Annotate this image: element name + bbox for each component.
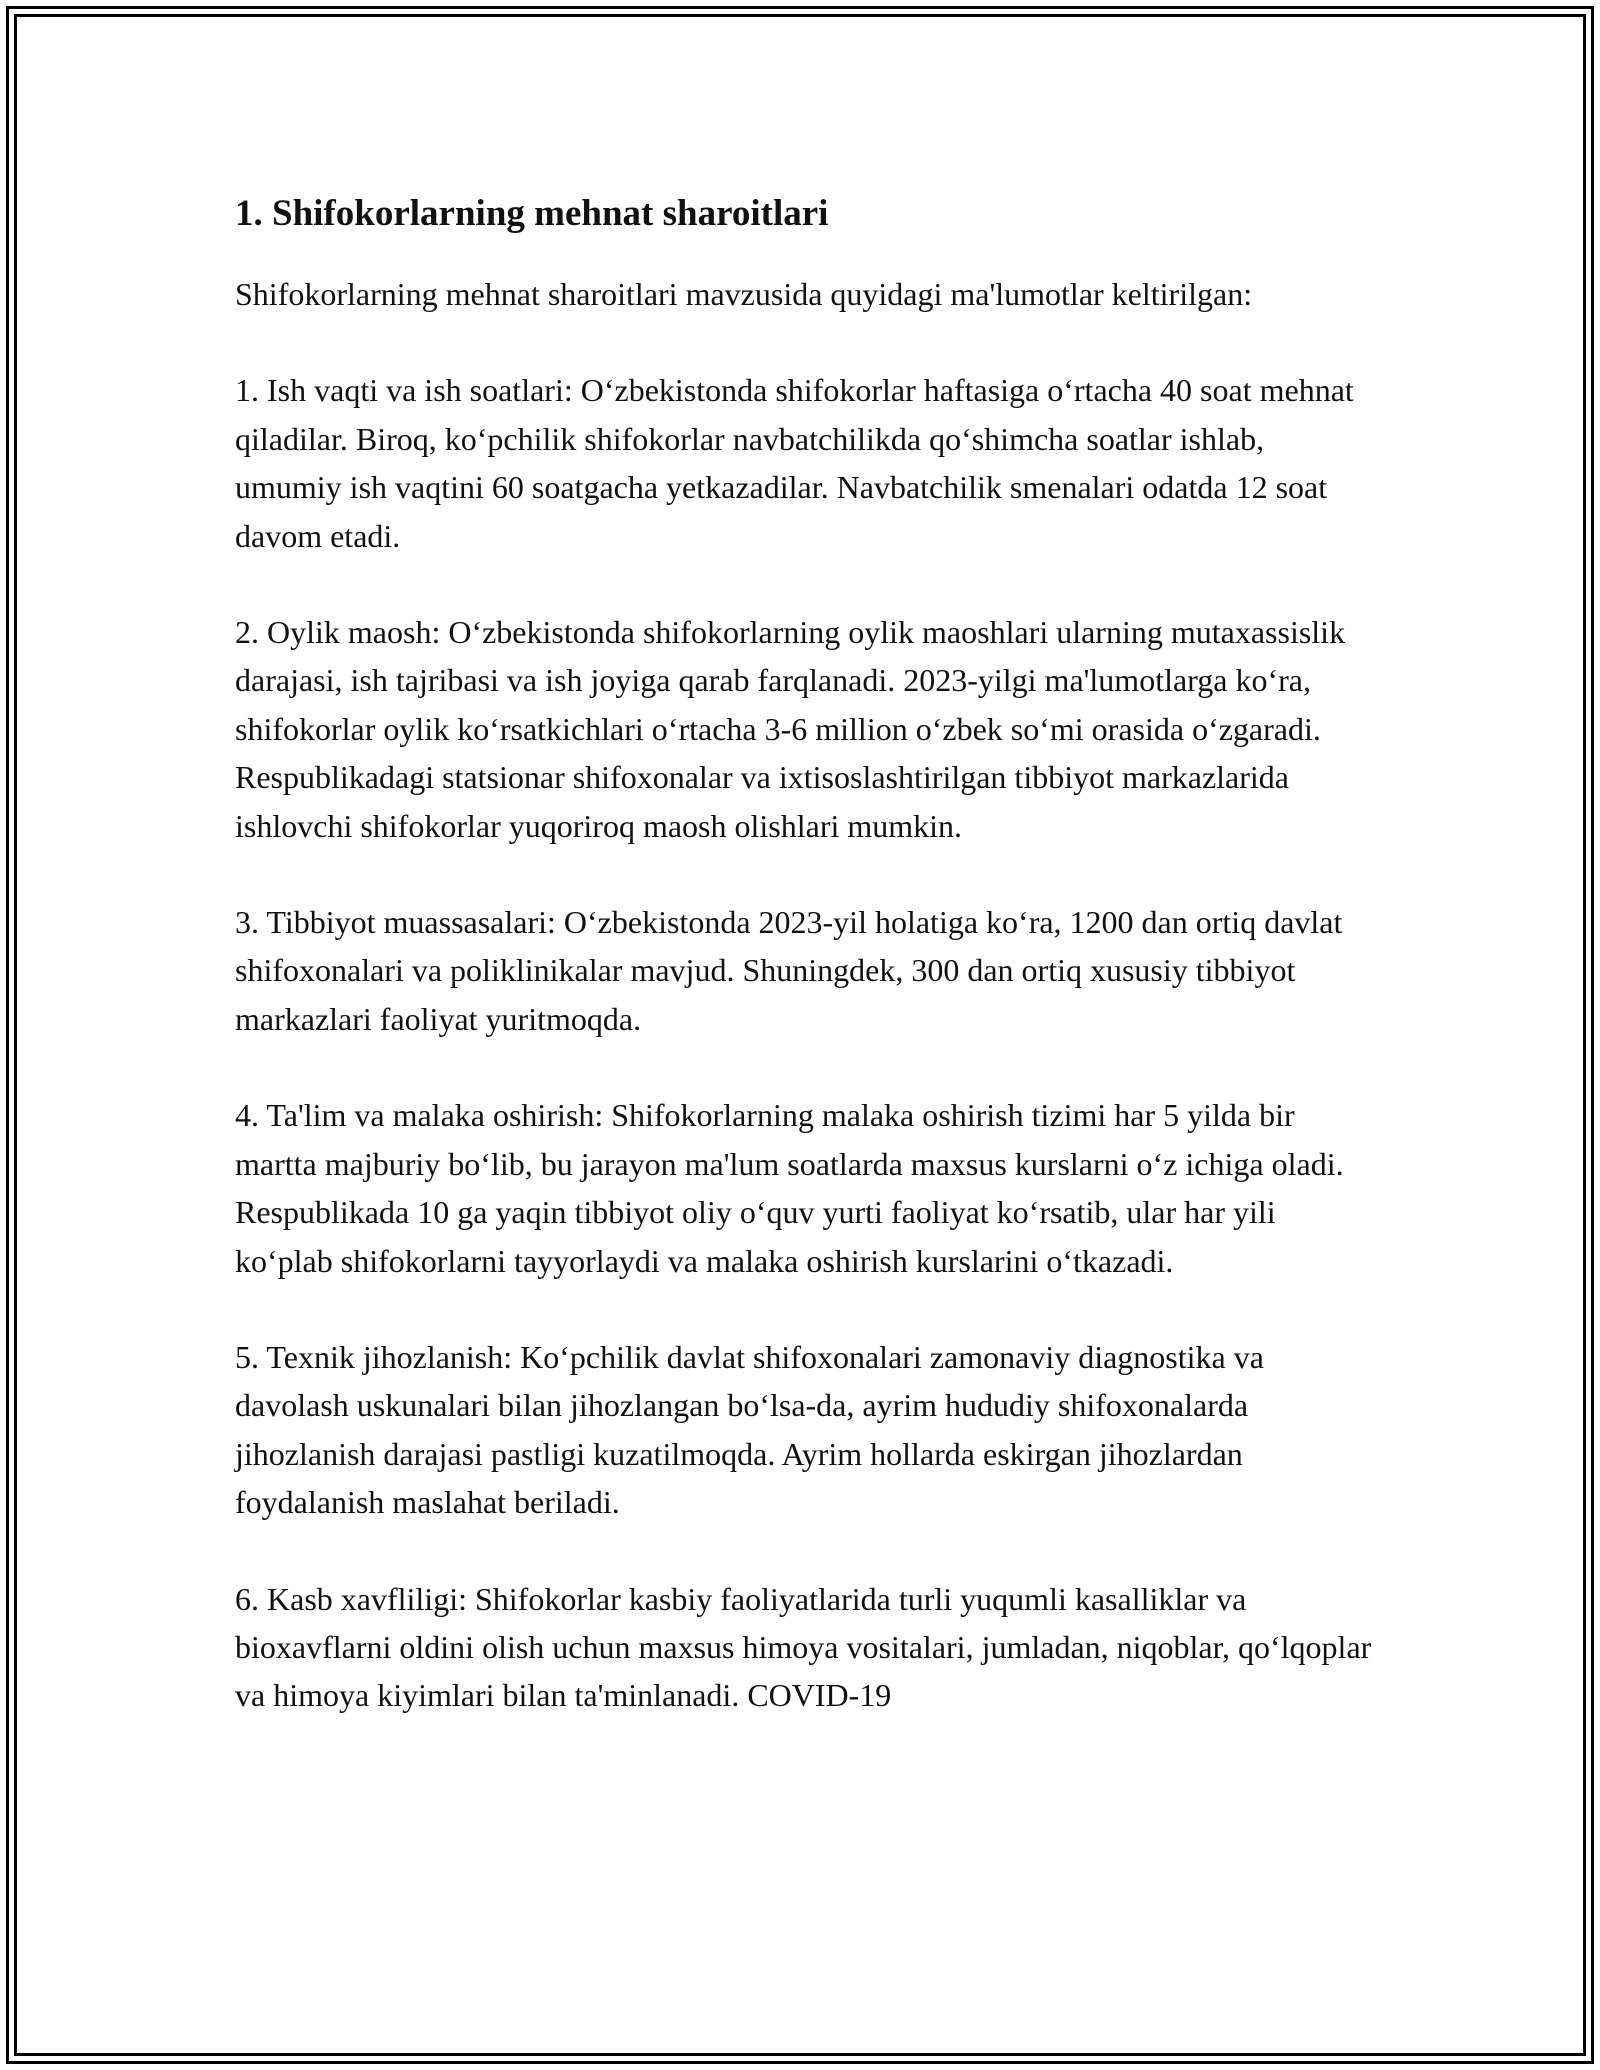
document-body bbox=[235, 186, 1375, 1768]
paragraph-occupational-hazards: 6. Kasb xavfliligi: Shifokorlar kasbiy faoliyatlarida turli yuqumli kasalliklar va bioxavflarni oldini olish uchun maxsus himoya vositalari, jumladan, niqoblar, qo‘lqoplar va himoya kiyimlari bilan ta'minlanadi. COVID-19 bbox=[235, 1580, 1372, 1714]
paragraph-medical-institutions: 3. Tibbiyot muassasalari: O‘zbekistonda 2023-yil holatiga ko‘ra, 1200 dan ortiq davlat shifoxonalari va poliklinikalar mavjud. Shuningdek, 300 dan ortiq xususiy tibbiyot markazlari faoliyat yuritmoqda. bbox=[235, 904, 1343, 1037]
paragraph-working-hours: 1. Ish vaqti va ish soatlari: O‘zbekistonda shifokorlar haftasiga o‘rtacha 40 soat mehnat qiladilar. Biroq, ko‘pchilik shifokorlar navbatchilikda qo‘shimcha soatlar ishlab, umumiy ish vaqtini 60 soatgacha yetkazadilar. Navbatchilik smenalari odatda 12 soat davom etadi. bbox=[235, 372, 1354, 554]
paragraph-technical-equipment: 5. Texnik jihozlanish: Ko‘pchilik davlat shifoxonalari zamonaviy diagnostika va davolash uskunalari bilan jihozlangan bo‘lsa-da, ayrim hududiy shifoxonalarda jihozlanish darajasi pastligi kuzatilmoqda. Ayrim hollarda eskirgan jihozlardan foydalanish maslahat beriladi. bbox=[235, 1338, 1264, 1521]
paragraph-salary: 2. Oylik maosh: O‘zbekistonda shifokorlarning oylik maoshlari ularning mutaxassislik darajasi, ish tajribasi va ish joyiga qarab farqlanadi. 2023-yilgi ma'lumotlarga ko‘ra, shifokorlar oylik ko‘rsatkichlari o‘rtacha 3-6 million o‘zbek so‘mi orasida o‘zgaradi. Respublikadagi statsionar shifoxonalar va ixtisoslashtirilgan tibbiyot markazlarida ishlovchi shifokorlar yuqoriroq maosh olishlari mumkin. bbox=[235, 614, 1346, 844]
paragraph-education-training: 4. Ta'lim va malaka oshirish: Shifokorlarning malaka oshirish tizimi har 5 yilda bir martta majburiy bo‘lib, bu jarayon ma'lum soatlarda maxsus kurslarni o‘z ichiga oladi. Respublikada 10 ga yaqin tibbiyot oliy o‘quv yurti faoliyat ko‘rsatib, ular har yili ko‘plab shifokorlarni tayyorlaydi va malaka oshirish kurslarini o‘tkazadi. bbox=[235, 1097, 1344, 1279]
intro-paragraph: Shifokorlarning mehnat sharoitlari mavzusida quyidagi ma'lumotlar keltirilgan: bbox=[235, 276, 1253, 312]
section-heading: 1. Shifokorlarning mehnat sharoitlari bbox=[235, 193, 829, 234]
